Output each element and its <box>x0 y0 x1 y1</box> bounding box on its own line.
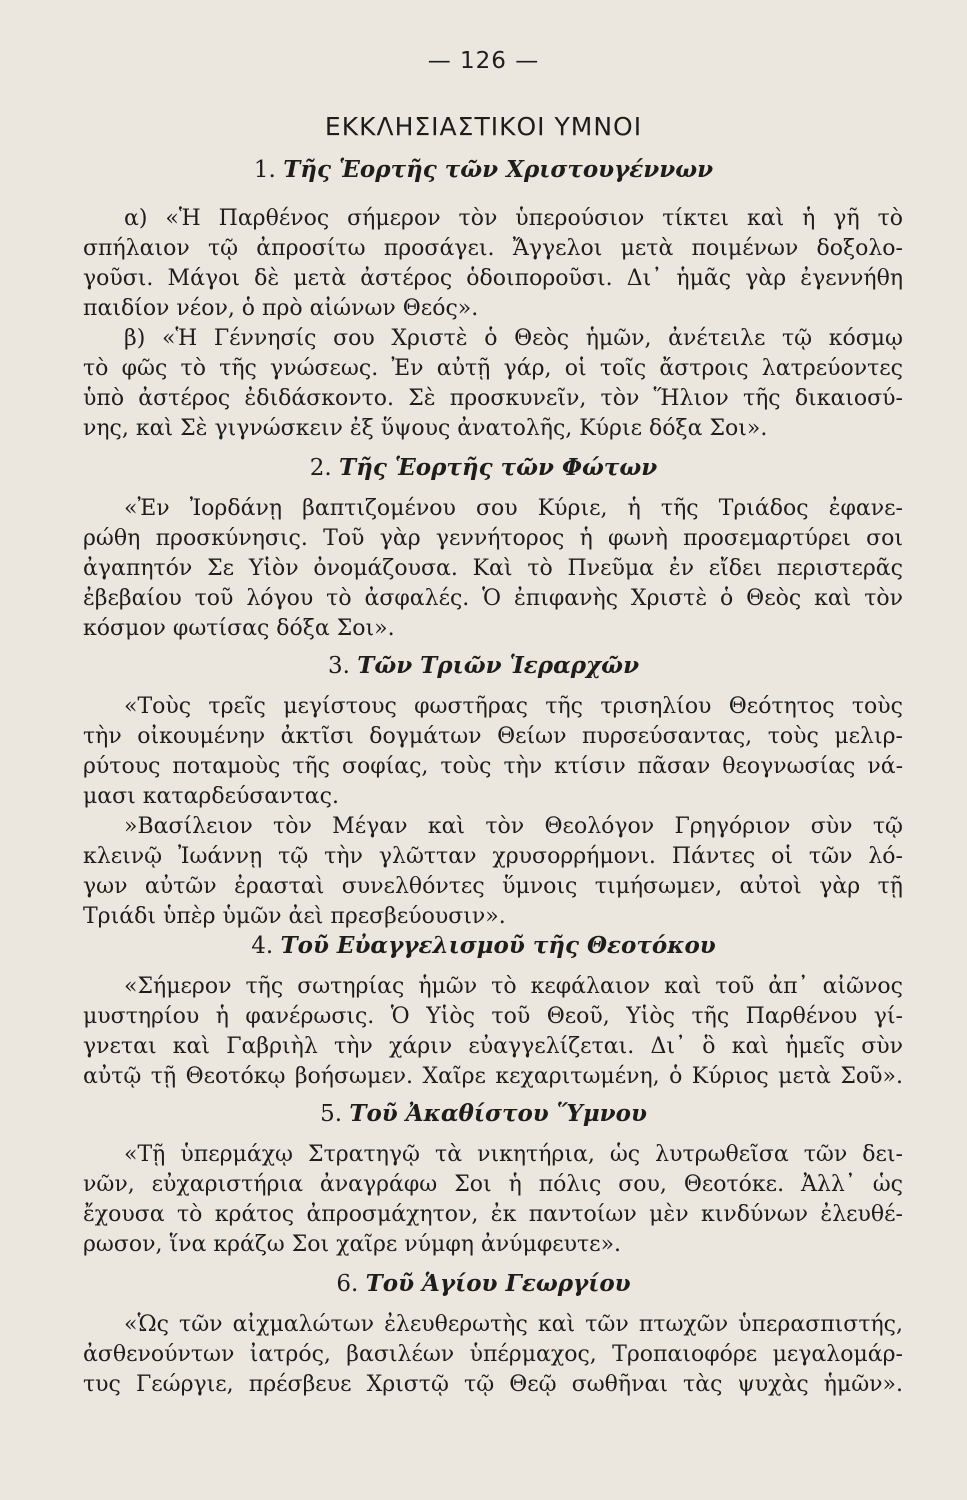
text-line: τυς Γεώργιε, πρέσβευε Χριστῷ τῷ Θεῷ σωθῆναι τὰς ψυχὰς ἡμῶν». <box>83 1372 903 1397</box>
text-line: «Ἐν Ἰορδάνῃ βαπτιζομένου σου Κύριε, ἡ τῆς Τριάδος ἐφανε- <box>124 496 903 521</box>
section-heading <box>0 1270 967 1297</box>
text-line: γοῦσι. Μάγοι δὲ μετὰ ἀστέρος ὁδοιποροῦσι. Δι᾿ ἡμᾶς γὰρ ἐγεννήθη <box>83 266 903 291</box>
text-line: τὴν οἰκουμένην ἀκτῖσι δογμάτων Θείων πυρσεύσαντας, τοὺς μελιρ- <box>83 724 903 749</box>
text-line: ἐβεβαίου τοῦ λόγου τὸ ἀσφαλές. Ὁ ἐπιφανὴς Χριστὲ ὁ Θεὸς καὶ τὸν <box>83 586 903 611</box>
text-line: νης, καὶ Σὲ γιγνώσκειν ἐξ ὕψους ἀνατολῆς, Κύριε δόξα Σοι». <box>83 416 768 441</box>
section-heading <box>0 1100 967 1127</box>
text-line: ἀγαπητόν Σε Υἱὸν ὀνομάζουσα. Καὶ τὸ Πνεῦμα ἐν εἴδει περιστερᾶς <box>83 556 903 581</box>
section-number: 3. <box>327 653 350 679</box>
section-number: 5. <box>320 1101 343 1127</box>
text-line: τὸ φῶς τὸ τῆς γνώσεως. Ἐν αὐτῇ γάρ, οἱ τοῖς ἄστροις λατρεύοντες <box>83 356 903 381</box>
section-title: Τοῦ Ἀκαθίστου Ὕμνου <box>349 1100 647 1127</box>
text-line: «Σήμερον τῆς σωτηρίας ἡμῶν τὸ κεφάλαιον καὶ τοῦ ἀπ᾿ αἰῶνος <box>124 974 903 999</box>
page-title: ΕΚΚΛΗΣΙΑΣΤΙΚΟΙ ΥΜΝΟΙ <box>324 112 643 141</box>
page-number: — 126 — <box>427 48 540 74</box>
text-line: ἔχουσα τὸ κράτος ἀπροσμάχητον, ἐκ παντοίων μὲν κινδύνων ἐλευθέ- <box>83 1202 903 1227</box>
text-line: ρωσον, ἵνα κράζω Σοι χαῖρε νύμφη ἀνύμφευτε». <box>83 1232 622 1257</box>
section-heading <box>0 652 967 679</box>
text-line: νῶν, εὐχαριστήρια ἀναγράφω Σοι ἡ πόλις σου, Θεοτόκε. Ἀλλ᾿ ὡς <box>83 1172 903 1197</box>
text-line: κόσμον φωτίσας δόξα Σοι». <box>83 616 395 641</box>
text-line: ὑπὸ ἀστέρος ἐδιδάσκοντο. Σὲ προσκυνεῖν, τὸν Ἥλιον τῆς δικαιοσύ- <box>83 386 903 411</box>
text-line: »Βασίλειον τὸν Μέγαν καὶ τὸν Θεολόγον Γρηγόριον σὺν τῷ <box>124 814 903 839</box>
section-title: Τῆς Ἑορτῆς τῶν Χριστουγέννων <box>283 156 714 183</box>
section-heading <box>0 932 967 959</box>
text-line: ἀσθενούντων ἰατρός, βασιλέων ὑπέρμαχος, Τροπαιοφόρε μεγαλομάρ- <box>83 1342 903 1367</box>
text-line: σπήλαιον τῷ ἀπροσίτω προσάγει. Ἄγγελοι μετὰ ποιμένων δοξολο- <box>83 236 903 261</box>
text-line: παιδίον νέον, ὁ πρὸ αἰώνων Θεός». <box>83 296 479 321</box>
section-title: Τοῦ Ἁγίου Γεωργίου <box>365 1270 631 1297</box>
section-heading <box>0 156 967 183</box>
text-line: β) «Ἡ Γέννησίς σου Χριστὲ ὁ Θεὸς ἡμῶν, ἀνέτειλε τῷ κόσμῳ <box>124 326 903 351</box>
text-line: «Ὡς τῶν αἰχμαλώτων ἐλευθερωτὴς καὶ τῶν πτωχῶν ὑπερασπιστής, <box>124 1312 903 1337</box>
text-line: μυστηρίου ἡ φανέρωσις. Ὁ Υἱὸς τοῦ Θεοῦ, Υἱὸς τῆς Παρθένου γί- <box>83 1004 903 1029</box>
text-line: «Τοὺς τρεῖς μεγίστους φωστῆρας τῆς τρισηλίου Θεότητος τοὺς <box>124 694 903 719</box>
text-line: ρώθη προσκύνησις. Τοῦ γὰρ γεννήτορος ἡ φωνὴ προσεμαρτύρει σοι <box>83 526 903 551</box>
text-line: κλεινῷ Ἰωάννῃ τῷ τὴν γλῶτταν χρυσορρήμονι. Πάντες οἱ τῶν λό- <box>83 844 903 869</box>
section-number: 2. <box>309 455 332 481</box>
section-title: Τῆς Ἑορτῆς τῶν Φώτων <box>339 454 658 481</box>
section-number: 6. <box>336 1271 359 1297</box>
text-line: αὐτῷ τῇ Θεοτόκῳ βοήσωμεν. Χαῖρε κεχαριτωμένη, ὁ Κύριος μετὰ Σοῦ». <box>83 1064 903 1089</box>
text-line: «Τῇ ὑπερμάχῳ Στρατηγῷ τὰ νικητήρια, ὡς λυτρωθεῖσα τῶν δει- <box>124 1142 903 1167</box>
section-number: 1. <box>253 157 276 183</box>
section-title: Τοῦ Εὐαγγελισμοῦ τῆς Θεοτόκου <box>280 932 716 959</box>
text-line: μασι καταρδεύσαντας. <box>83 784 339 809</box>
text-line: α) «Ἡ Παρθένος σήμερον τὸν ὑπερούσιον τίκτει καὶ ἡ γῆ τὸ <box>124 206 903 231</box>
section-number: 4. <box>251 933 274 959</box>
text-line: γων αὐτῶν ἐρασταὶ συνελθόντες ὕμνοις τιμήσωμεν, αὐτοὶ γὰρ τῇ <box>83 874 903 899</box>
section-heading <box>0 454 967 481</box>
text-line: ρύτους ποταμοὺς τῆς σοφίας, τοὺς τὴν κτίσιν πᾶσαν θεογνωσίας νά- <box>83 754 903 779</box>
text-line: Τριάδι ὑπὲρ ὑμῶν ἀεὶ πρεσβεύουσιν». <box>83 904 506 929</box>
section-title: Τῶν Τριῶν Ἱεραρχῶν <box>357 652 640 679</box>
text-line: γνεται καὶ Γαβριὴλ τὴν χάριν εὐαγγελίζεται. Δι᾿ ὃ καὶ ἡμεῖς σὺν <box>83 1034 903 1059</box>
